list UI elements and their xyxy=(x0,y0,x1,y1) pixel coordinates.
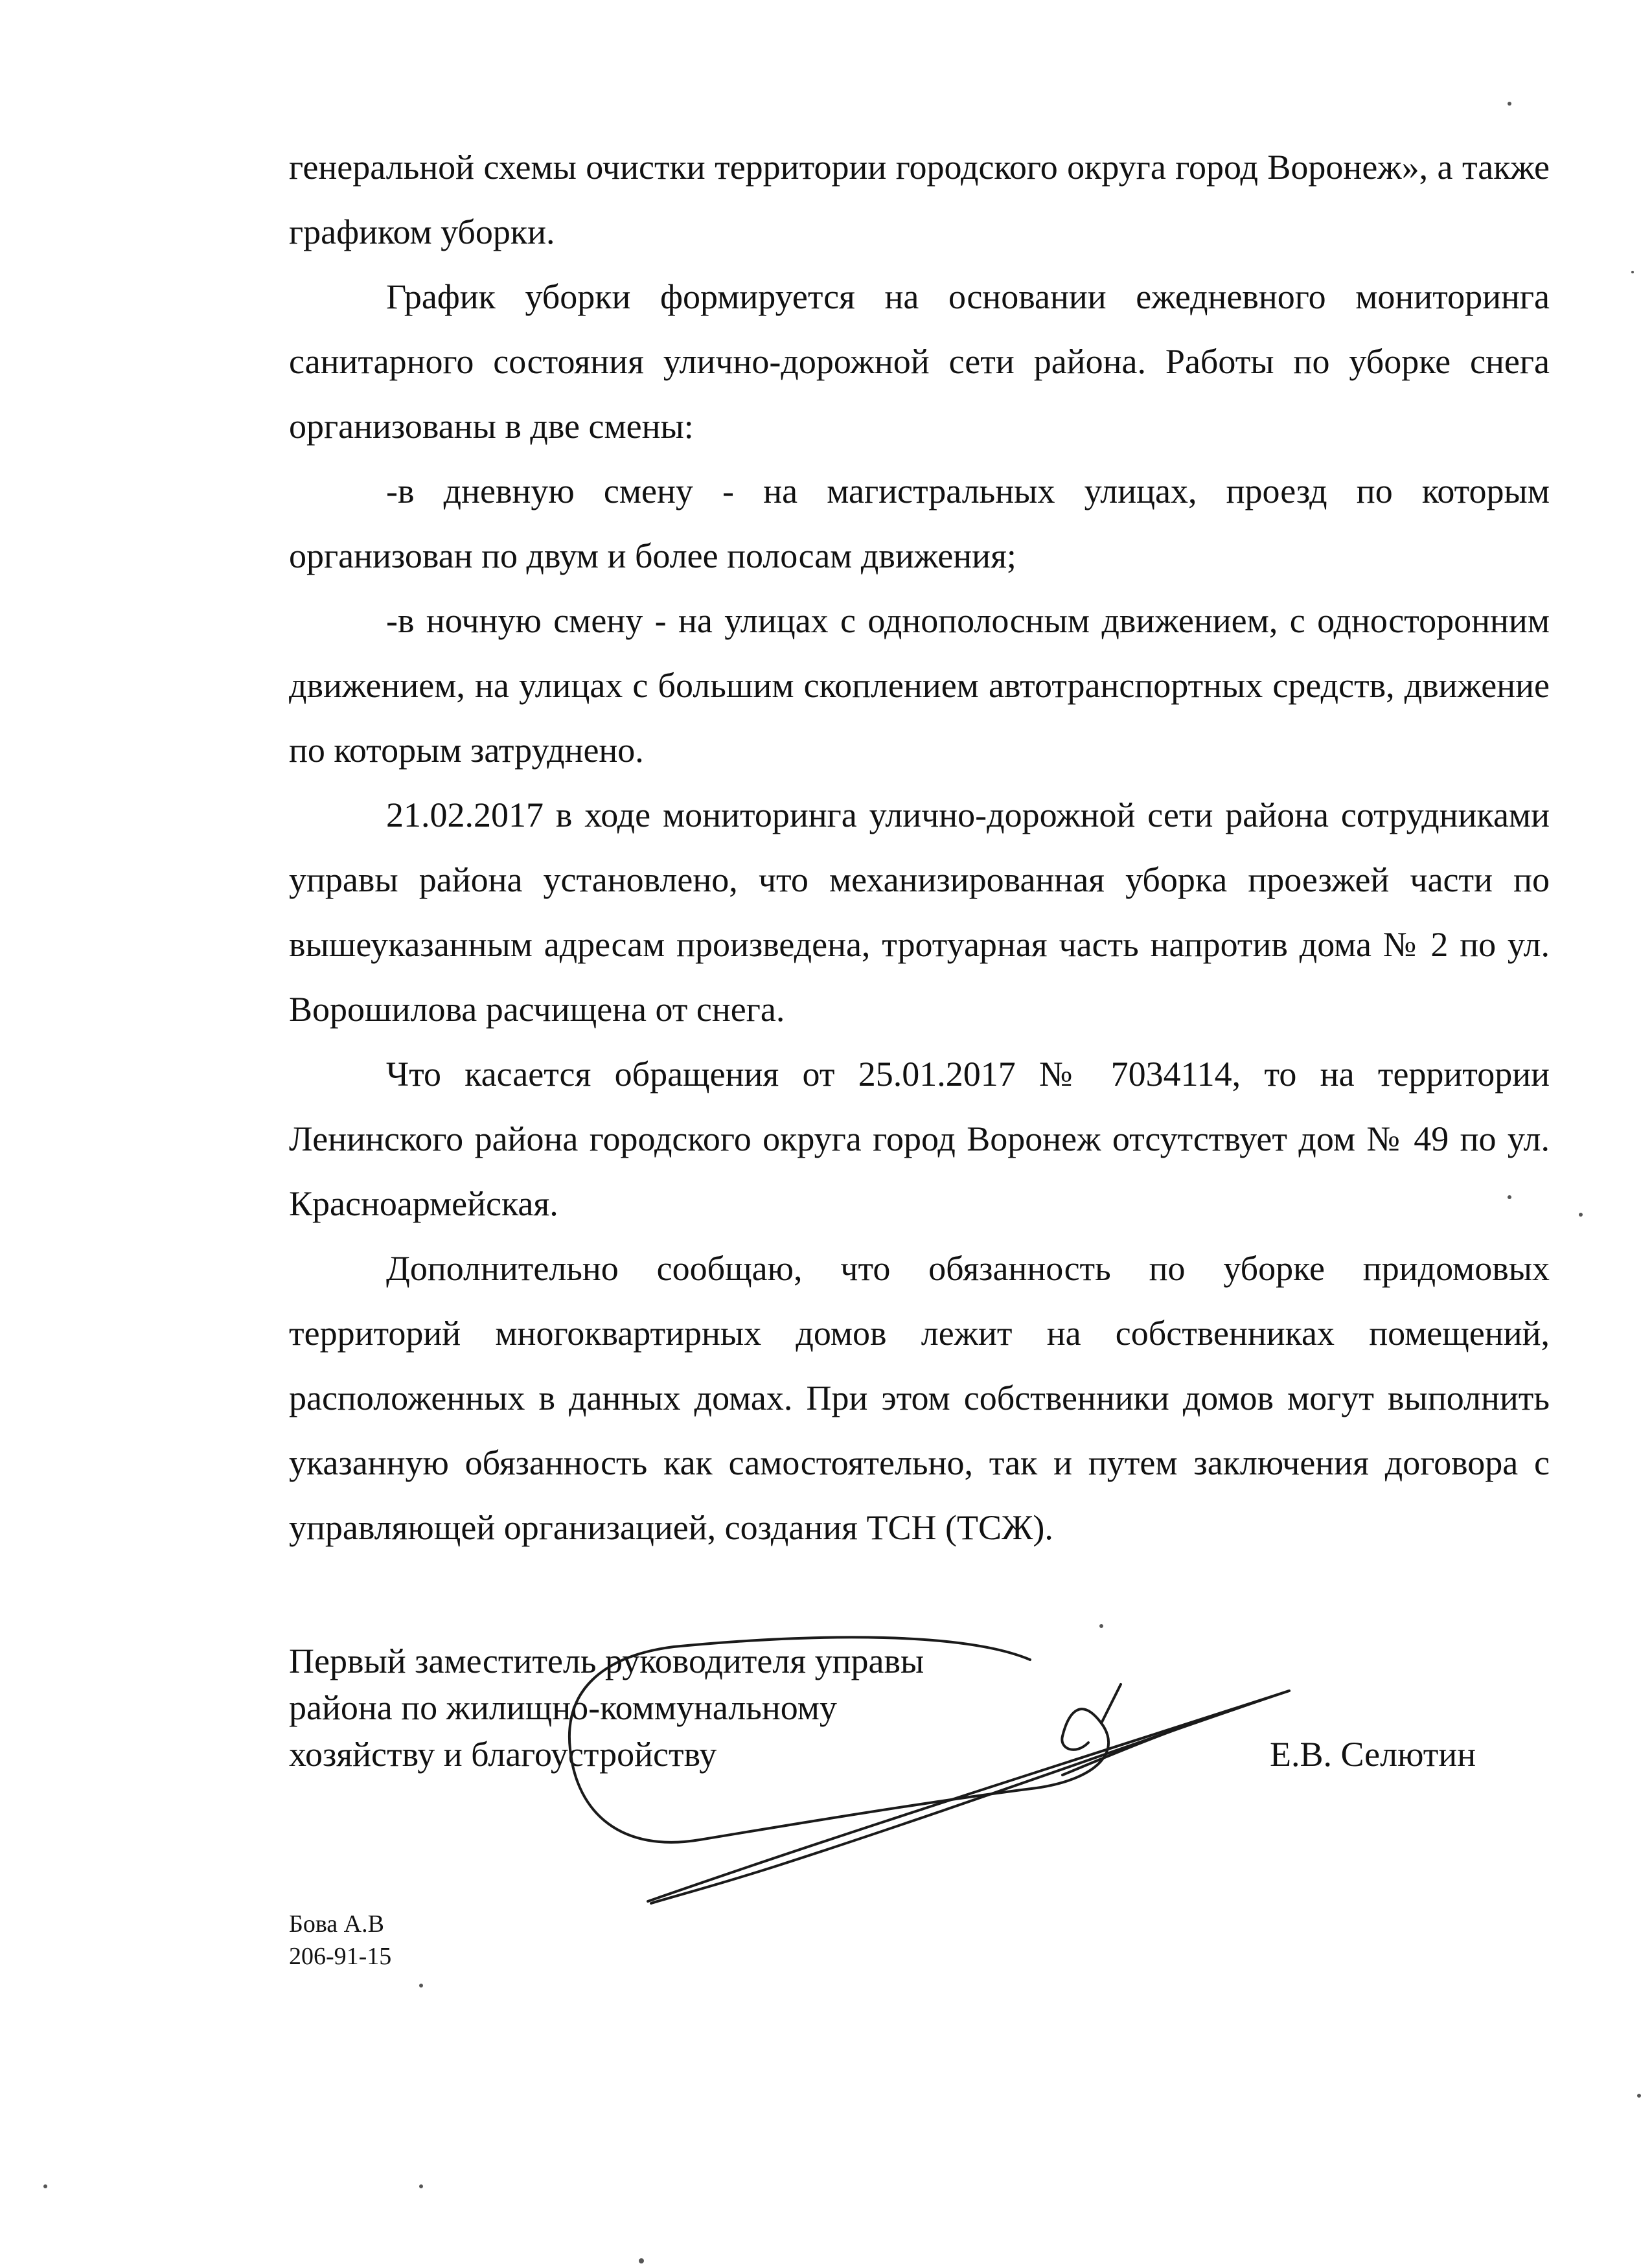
paragraph-night-shift: -в ночную смену - на улицах с однополосным движением, с односторонним движением, на улицах с большим скоплением автотранспортных средств, движение по которым затруднено. xyxy=(289,601,1550,770)
executor-phone: 206-91-15 xyxy=(289,1943,392,1970)
letter-body xyxy=(289,135,1550,1560)
signatory-position-line: Первый заместитель руководителя управы xyxy=(289,1642,924,1680)
signatory-position-line: района по жилищно-коммунальному xyxy=(289,1688,837,1727)
paragraph-cleaning-schedule: График уборки формируется на основании ежедневного мониторинга санитарного состояния улично-дорожной сети района. Работы по уборке снега организованы в две смены: xyxy=(289,277,1550,446)
paragraph-owners-obligation: Дополнительно сообщаю, что обязанность по уборке придомовых территорий многоквартирных домов лежит на собственниках помещений, расположенных в данных домах. При этом собственники домов могут выполнить указанную обязанность как самостоятельно, так и путем заключения договора с управляющей организацией, создания ТСН (ТСЖ). xyxy=(289,1249,1550,1547)
paragraph-monitoring-result: 21.02.2017 в ходе мониторинга улично-дорожной сети района сотрудниками управы района установлено, что механизированная уборка проезжей части по вышеуказанным адресам произведена, тротуарная часть напротив дома № 2 по ул. Ворошилова расчищена от снега. xyxy=(289,796,1550,1029)
paragraph-appeal-response: Что касается обращения от 25.01.2017 № 7034114, то на территории Ленинского района городского округа город Воронеж отсутствует дом № 49 по ул. Красноармейская. xyxy=(289,1055,1550,1223)
paragraph-day-shift: -в дневную смену - на магистральных улицах, проезд по которым организован по двум и более полосам движения; xyxy=(289,472,1550,575)
executor-info xyxy=(289,1908,391,1973)
signatory-position xyxy=(289,1638,924,1778)
signatory-position-line: хозяйству и благоустройству xyxy=(289,1735,717,1774)
paragraph-scheme-continuation: генеральной схемы очистки территории городского округа город Воронеж», а также графиком уборки. xyxy=(289,148,1550,251)
signatory-name: Е.В. Селютин xyxy=(1270,1735,1476,1774)
executor-name: Бова А.В xyxy=(289,1910,384,1938)
